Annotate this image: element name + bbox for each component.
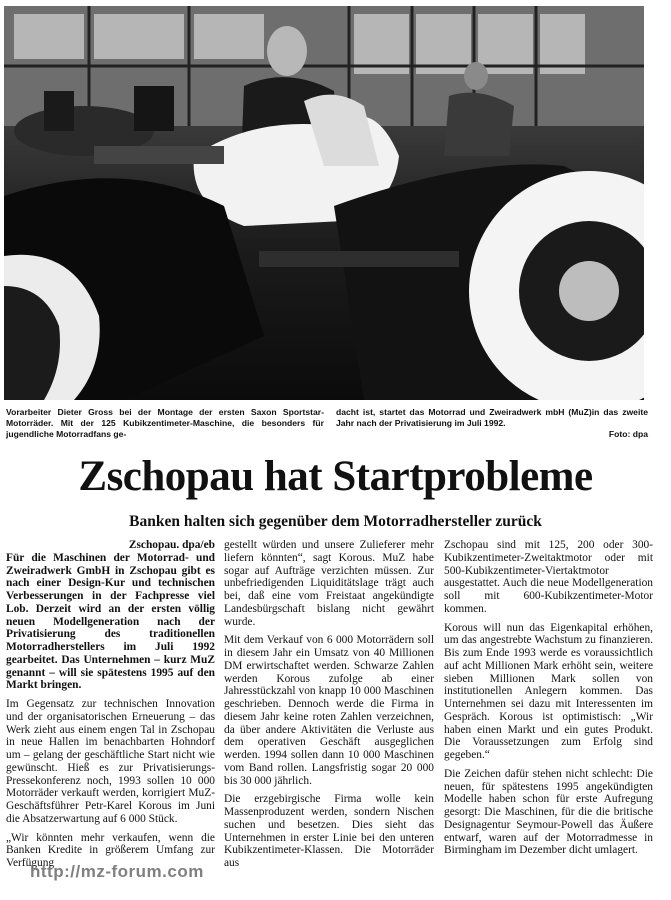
article-column-1 bbox=[6, 539, 215, 870]
article-column-3 bbox=[444, 539, 653, 857]
dateline: Zschopau. dpa/eb bbox=[128, 539, 215, 551]
body-paragraph: Die erzgebirgische Firma wolle kein Massenproduzent werden, sondern Nischen suchen und besetzen. Dies sieht das Unternehmen in erster Linie bei den unteren Kubikzentimeter-Klassen. Die Motorräder aus bbox=[224, 793, 434, 869]
article-column-2 bbox=[224, 539, 434, 870]
body-paragraph: Mit dem Verkauf von 6 000 Motorrädern soll in diesem Jahr ein Umsatz von 40 Millionen DM erwirtschaftet werden. Schwarze Zahlen werden Korous zufolge ab einer Jahresstückzahl von knapp 10 000 Maschinen geschrieben. Dennoch werde die Firma in diesem Jahr keine roten Zahlen verzeichnen, da über andere Aktivitäten die Verluste aus dem operativen Geschäft ausgeglichen werden. 1994 sollen dann 10 000 Maschinen vom Band rollen. Langsfristig sogar 20 000 bis 30 000 jährlich. bbox=[224, 634, 434, 787]
photo-credit: Foto: dpa bbox=[608, 429, 648, 439]
watermark: http://mz-forum.com bbox=[30, 862, 204, 881]
body-paragraph: Zschopau sind mit 125, 200 oder 300-Kubikzentimeter-Zweitaktmotor oder mit 500-Kubikzentimeter-Viertaktmotor ausgestattet. Auch die neue Modellgeneration soll mit 600-Kubikzentimeter-Motor kommen. bbox=[444, 539, 653, 615]
lead-paragraph: Für die Maschinen der Motorrad- und Zweiradwerk GmbH in Zschopau gibt es nach einer Design-Kur und technischen Verbesserungen in der Fachpresse viel Lob. Derzeit wird an der ersten völlig neuen Modellgeneration nach der Privatisierung des traditionellen Motorradherstellers im Juli 1992 gearbeitet. Das Unternehmen – kurz MuZ genannt – will sie spätestens 1995 auf den Markt bringen. bbox=[6, 551, 215, 692]
photo-caption-left: Vorarbeiter Dieter Gross bei der Montage der ersten Saxon Sportstar-Motorräder. Mit der 125 Kubikzentimeter-Maschine, die besonders für jugendliche Motorradfans ge- bbox=[6, 407, 324, 439]
headline: Zschopau hat Startprobleme bbox=[78, 453, 593, 500]
photo-caption-right bbox=[336, 407, 648, 440]
photo-caption-right-text: dacht ist, startet das Motorrad und Zweiradwerk mbH (MuZ)in das zweite Jahr nach der Privatisierung im Juli 1992. bbox=[336, 407, 648, 428]
subheadline: Banken halten sich gegenüber dem Motorradhersteller zurück bbox=[129, 513, 542, 530]
body-paragraph: gestellt würden und unsere Zulieferer mehr liefern könnten“, sagt Korous. MuZ habe sogar auf Aufträge verzichten müssen. Zur unbefriedigenden Liquiditätslage trägt auch bei, daß eine vom Freistaat angekündigte Landesbürgschaft bislang nicht gewährt wurde. bbox=[224, 539, 434, 628]
photo-illustration bbox=[4, 6, 644, 400]
body-paragraph: Die Zeichen dafür stehen nicht schlecht: Die neuen, für spätestens 1995 angekündigten Modelle haben schon für erste Aufregung gesorgt: Die Maschinen, für die die britische Designagentur Seymour-Powell das Äußere entwarf, waren auf der Motorradmesse in Birmingham im Dezember dicht umlagert. bbox=[444, 767, 653, 857]
body-paragraph: „Wir könnten mehr verkaufen, wenn die Banken Kredite in größerem Umfang zur Verfügung bbox=[6, 831, 215, 869]
news-photo bbox=[4, 6, 644, 400]
body-paragraph: Im Gegensatz zur technischen Innovation und der organisatorischen Erneuerung – das Werk zieht aus einem engen Tal in Zschopau in neue Hallen im benachbarten Hohndorf um – gelang der geschäftliche Start nicht wie gewünscht. Hieß es zur Privatisierungs-Pressekonferenz noch, 1993 sollen 10 000 Motorräder verkauft werden, korrigiert MuZ-Geschäftsführer Petr-Karel Korous im Juni die Absatzerwartung auf 6 000 Stück. bbox=[6, 698, 215, 825]
body-paragraph: Korous will nun das Eigenkapital erhöhen, um das angestrebte Wachstum zu finanzieren. Bis zum Ende 1993 werde es voraussichtlich auf acht Millionen Mark erhöht sein, weitere sieben Millionen Mark sollen von institutionellen Anlegern kommen. Das Unternehmen sei dazu mit Interessenten im Gespräch. Korous ist optimistisch: „Wir haben einen Markt und ein gutes Produkt. Die Voraussetzungen zum Erfolg sind gegeben.“ bbox=[444, 621, 653, 761]
